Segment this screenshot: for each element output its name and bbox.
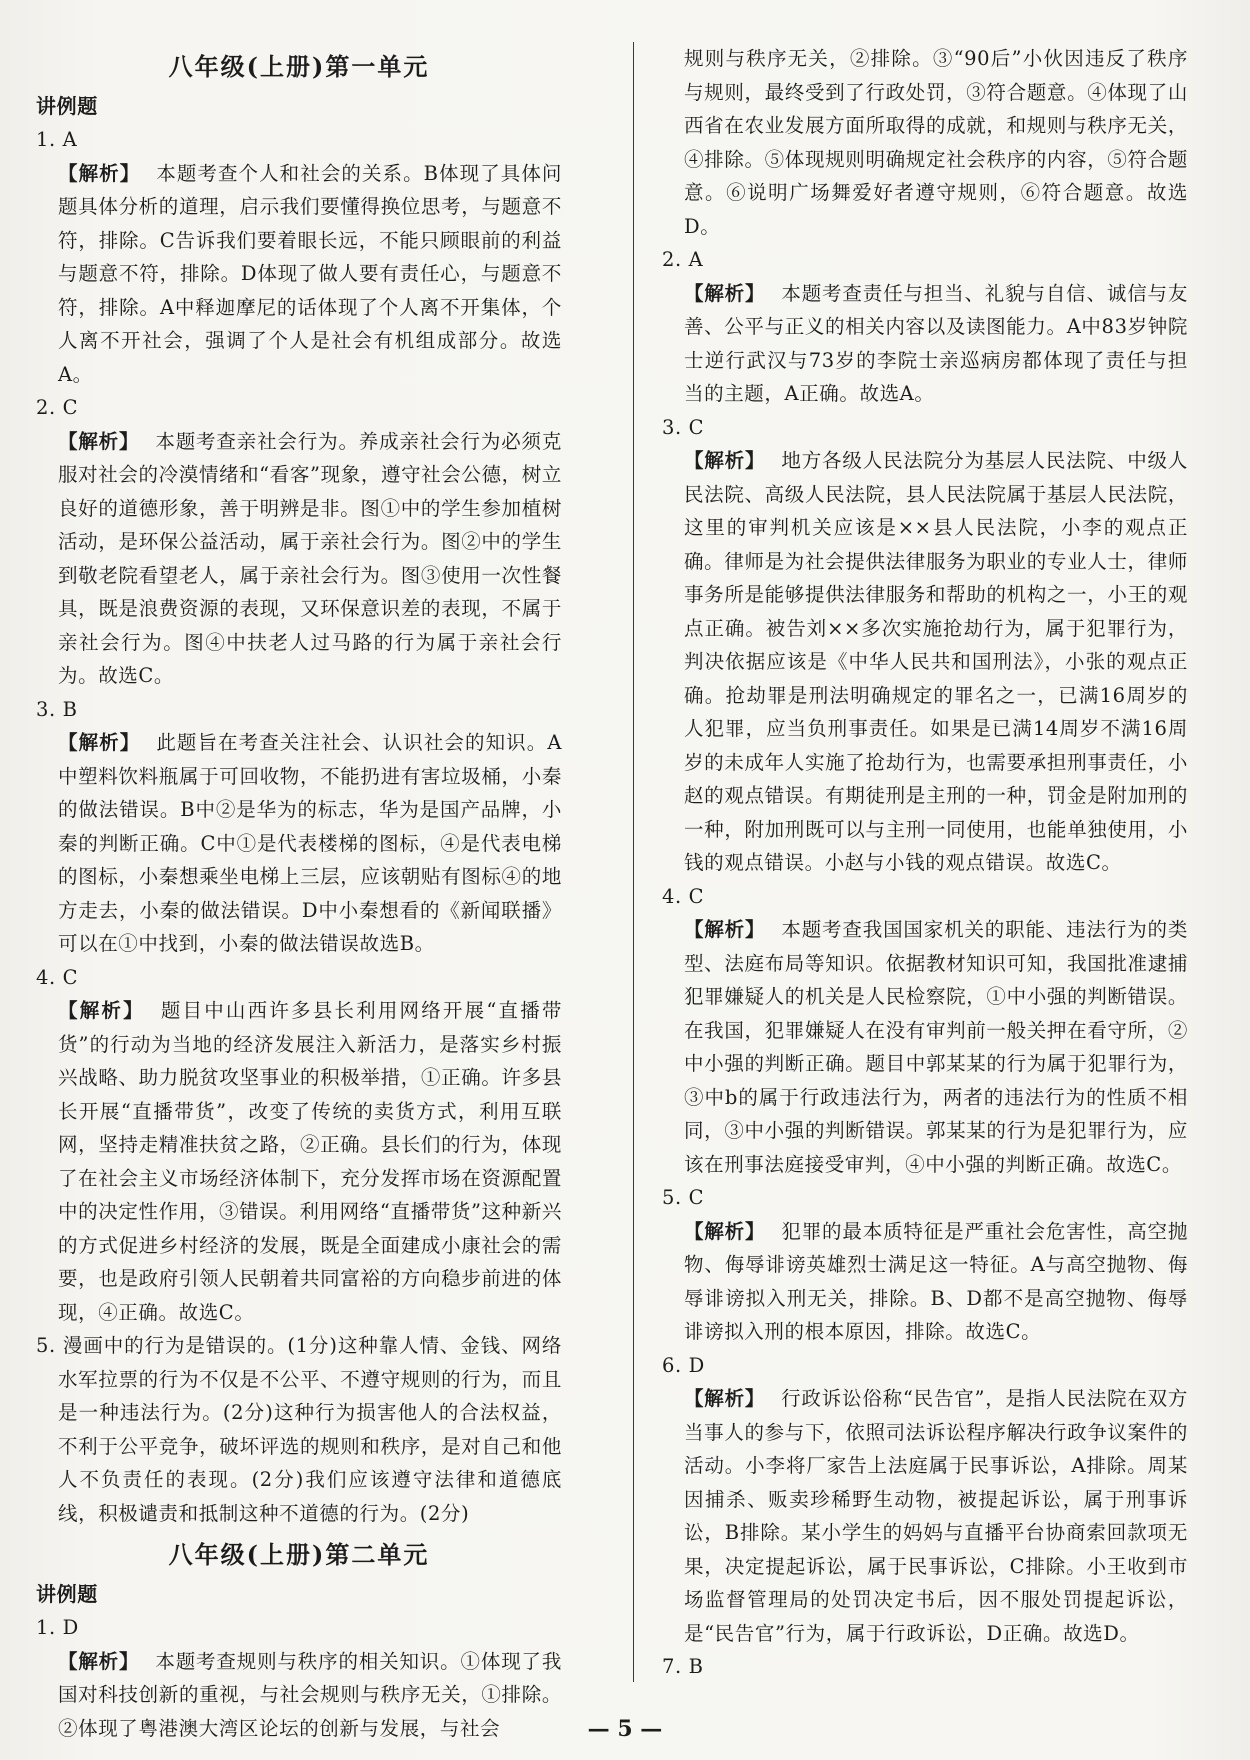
question-item — [662, 880, 1188, 1182]
analysis-tag: 【解析】 — [58, 161, 141, 185]
right-column — [662, 42, 1188, 1684]
question-item — [36, 693, 562, 961]
question-item — [662, 1349, 1188, 1651]
question-item — [36, 961, 562, 1330]
question-item — [36, 123, 562, 391]
unit2-title: 八年级(上册)第二单元 — [168, 1540, 430, 1569]
analysis-paragraph — [36, 994, 562, 1329]
analysis-tag: 【解析】 — [684, 918, 766, 941]
question-answer: 7. B — [662, 1655, 704, 1678]
analysis-tag: 【解析】 — [58, 731, 141, 754]
question-answer: 4. C — [662, 884, 705, 908]
analysis-text: 此题旨在考查关注社会、认识社会的知识。A中塑料饮料瓶属于可回收物，不能扔进有害垃圾桶，小秦的做法错误。B中②是华为的标志，华为是国产品牌，小秦的判断正确。C中①是代表楼梯的图标，④是代表电梯的图标，小秦想乘坐电梯上三层，应该朝贴有图标④的地方走去，小秦的做法错误。D中小秦想看的《新闻联播》可以在①中找到，小秦的做法错误故选B。 — [58, 731, 562, 955]
left-column — [36, 42, 562, 1745]
question-answer: 5. C — [662, 1186, 705, 1209]
analysis-text: 本题考查我国国家机关的职能、违法行为的类型、法庭布局等知识。依据教材知识可知，我国批准逮捕犯罪嫌疑人的机关是人民检察院，①中小强的判断错误。在我国，犯罪嫌疑人在没有审判前一般关押在看守所，②中小强的判断正确。题目中郭某某的行为属于犯罪行为，③中b的属于行政违法行为，两者的违法行为的性质不相同，③中小强的判断错误。郭某某的行为是犯罪行为，应该在刑事法庭接受审判，④中小强的判断正确。故选C。 — [684, 918, 1188, 1176]
analysis-text: 本题考查个人和社会的关系。B体现了具体问题具体分析的道理，启示我们要懂得换位思考，与题意不符，排除。C告诉我们要着眼长远，不能只顾眼前的利益与题意不符，排除。D体现了做人要有责任心，与题意不符，排除。A中释迦摩尼的话体现了个人离不开集体，个人离不开社会，强调了个人是社会有机组成部分。故选A。 — [58, 161, 562, 386]
analysis-tag: 【解析】 — [684, 1219, 766, 1243]
open-answer-paragraph: 5. 漫画中的行为是错误的。(1分)这种靠人情、金钱、网络水军拉票的行为不仅是不公平、不遵守规则的行为，而且是一种违法行为。(2分)这种行为损害他人的合法权益，不利于公平竞争，破坏评选的规则和秩序，是对自己和他人不负责任的表现。(2分)我们应该遵守法律和道德底线，积极谴责和抵制这种不道德的行为。(2分) — [36, 1334, 562, 1525]
analysis-tag: 【解析】 — [58, 429, 140, 453]
question-answer: 2. C — [36, 396, 79, 419]
question-answer: 3. B — [36, 697, 78, 721]
analysis-continuation: 规则与秩序无关，②排除。③“90后”小伙因违反了秩序与规则，最终受到了行政处罚，③符合题意。④体现了山西省在农业发展方面所取得的成就，和规则与秩序无关，④排除。⑤体现规则明确规定社会秩序的内容，⑤符合题意。⑥说明广场舞爱好者遵守规则，⑥符合题意。故选D。 — [684, 47, 1188, 238]
analysis-text: 本题考查责任与担当、礼貌与自信、诚信与友善、公平与正义的相关内容以及读图能力。A中83岁钟院士逆行武汉与73岁的李院士亲巡病房都体现了责任与担当的主题，A正确。故选A。 — [684, 281, 1188, 405]
question-item — [36, 391, 562, 693]
analysis-paragraph — [662, 1382, 1188, 1650]
question-answer: 2. A — [662, 248, 704, 271]
question-item — [662, 1181, 1188, 1349]
analysis-paragraph — [36, 726, 562, 961]
analysis-tag: 【解析】 — [58, 999, 145, 1022]
unit1-section-heading: 讲例题 — [36, 94, 98, 118]
analysis-text: 犯罪的最本质特征是严重社会危害性，高空抛物、侮辱诽谤英雄烈士满足这一特征。A与高空抛物、侮辱诽谤拟入刑无关，排除。B、D都不是高空抛物、侮辱诽谤拟入刑的根本原因，排除。故选C。 — [684, 1219, 1188, 1343]
analysis-text: 地方各级人民法院分为基层人民法院、中级人民法院、高级人民法院，县人民法院属于基层人民法院，这里的审判机关应该是××县人民法院，小李的观点正确。律师是为社会提供法律服务为职业的专业人士，律师事务所是能够提供法律服务和帮助的机构之一，小王的观点正确。被告刘××多次实施抢劫行为，属于犯罪行为，判决依据应该是《中华人民共和国刑法》，小张的观点正确。抢劫罪是刑法明确规定的罪名之一，已满16周岁的人犯罪，应当负刑事责任。如果是已满14周岁不满16周岁的未成年人实施了抢劫行为，也需要承担刑事责任，小赵的观点错误。有期徒刑是主刑的一种，罚金是附加刑的一种，附加刑既可以与主刑一同使用，也能单独使用，小钱的观点错误。小赵与小钱的观点错误。故选C。 — [684, 449, 1188, 874]
question-item — [662, 411, 1188, 880]
column-divider — [633, 42, 634, 1682]
unit1-title: 八年级(上册)第一单元 — [168, 52, 430, 81]
analysis-paragraph — [36, 425, 562, 693]
analysis-tag: 【解析】 — [684, 449, 766, 472]
analysis-text: 题目中山西许多县长利用网络开展“直播带货”的行动为当地的经济发展注入新活力，是落实乡村振兴战略、助力脱贫攻坚事业的积极举措，①正确。许多县长开展“直播带货”，改变了传统的卖货方式，利用互联网，坚持走精准扶贫之路，②正确。县长们的行为，体现了在社会主义市场经济体制下，充分发挥市场在资源配置中的决定性作用，③错误。利用网络“直播带货”这种新兴的方式促进乡村经济的发展，既是全面建成小康社会的需要，也是政府引领人民朝着共同富裕的方向稳步前进的体现，④正确。故选C。 — [58, 999, 562, 1324]
analysis-text: 本题考查规则与秩序的相关知识。①体现了我国对科技创新的重视，与社会规则与秩序无关，①排除。②体现了粤港澳大湾区论坛的创新与发展，与社会 — [58, 1649, 562, 1740]
question-answer: 6. D — [662, 1353, 705, 1377]
analysis-text: 本题考查亲社会行为。养成亲社会行为必须克服对社会的冷漠情绪和“看客”现象，遵守社会公德，树立良好的道德形象，善于明辨是非。图①中的学生参加植树活动，是环保公益活动，属于亲社会行为。图②中的学生到敬老院看望老人，属于亲社会行为。图③使用一次性餐具，既是浪费资源的表现，又环保意识差的表现，不属于亲社会行为。图④中扶老人过马路的行为属于亲社会行为。故选C。 — [58, 429, 562, 687]
question-answer: 4. C — [36, 965, 79, 989]
page-number: — 5 — — [587, 1716, 663, 1742]
analysis-tag: 【解析】 — [684, 281, 766, 305]
analysis-tag: 【解析】 — [58, 1649, 140, 1673]
analysis-text: 行政诉讼俗称“民告官”，是指人民法院在双方当事人的参与下，依照司法诉讼程序解决行政争议案件的活动。小李将厂家告上法庭属于民事诉讼，A排除。周某因捕杀、贩卖珍稀野生动物，被提起诉讼，属于刑事诉讼，B排除。某小学生的妈妈与直播平台协商索回款项无果，决定提起诉讼，属于民事诉讼，C排除。小王收到市场监督管理局的处罚决定书后，因不服处罚提起诉讼，是“民告官”行为，属于行政诉讼，D正确。故选D。 — [684, 1387, 1188, 1645]
analysis-paragraph — [662, 913, 1188, 1181]
analysis-paragraph — [662, 277, 1188, 411]
analysis-paragraph — [662, 1215, 1188, 1349]
question-answer: 1. A — [36, 128, 78, 151]
analysis-tag: 【解析】 — [684, 1387, 766, 1410]
question-item — [662, 243, 1188, 411]
unit2-section-heading: 讲例题 — [36, 1582, 98, 1606]
question-answer: 1. D — [36, 1616, 79, 1639]
analysis-paragraph — [36, 157, 562, 392]
analysis-paragraph — [662, 444, 1188, 880]
question-answer: 3. C — [662, 415, 705, 439]
